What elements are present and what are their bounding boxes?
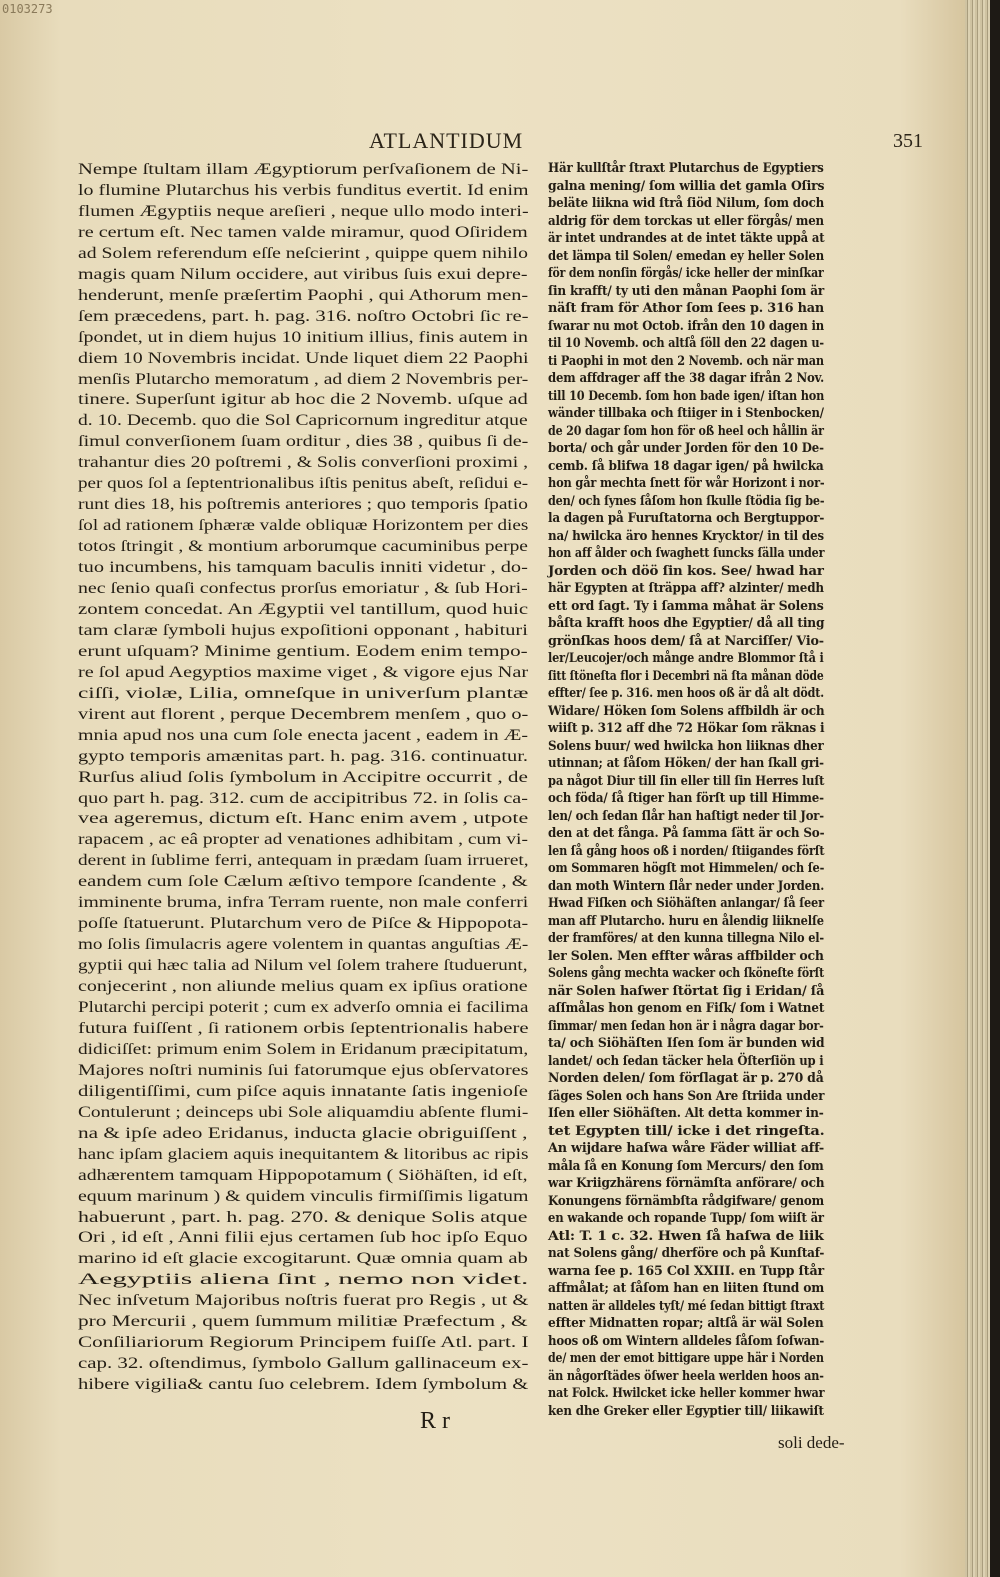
text-line: till 10 Decemb. ſom hon bade igen/ iſtan hon	[548, 387, 825, 403]
text-line: affmålat; at ſåſom han en liiten ſtund om	[548, 1280, 825, 1295]
text-line: det lämpa til Solen/ emedan ey heller Solen	[548, 247, 825, 263]
text-line: til 10 Novemb. och altſå ſöll den 22 dagen u-	[548, 335, 824, 350]
text-line: Nec inſvetum Majoribus noſtris fuerat pro Regis , ut &	[78, 1291, 529, 1310]
page-number: 351	[893, 130, 923, 152]
catalog-number: 0103273	[2, 2, 53, 16]
text-line: lo flumine Plutarchus his verbis funditus evertit. Id enim	[78, 180, 529, 199]
background-shadow	[990, 0, 1000, 1577]
text-line: effter Midnatten ropar; altſå är wäl Solen	[548, 1315, 824, 1330]
text-line: måla ſå en Konung ſom Mercurs/ den ſom	[548, 1157, 824, 1173]
text-line: hon går mechta ſnett för wår Horizont i nor-	[548, 475, 825, 490]
text-line: vea ageremus, dictum eſt. Hanc enim avem , utpote	[78, 809, 529, 828]
text-line: dan moth Wintern ſlår neder under Jorden.	[548, 877, 825, 893]
text-line: An wijdare haſwa wåre Fäder williat aff-	[548, 1140, 825, 1155]
text-line: henderunt, menſe præſertim Paophi , qui Athorum men-	[78, 285, 529, 304]
text-line: equum marinum ) & quidem vinculis firmiſſimis ligatum	[78, 1186, 529, 1205]
text-line: len/ och ſedan ſlår han haſtigt neder til Jor-	[548, 807, 824, 823]
text-line: aſſmålas hon genom en Fiſk/ ſom i Watnet	[548, 1000, 825, 1015]
text-line: Aegyptiis aliena ſint , nemo non videt.	[78, 1270, 529, 1289]
text-line: hibere vigilia& cantu ſuo celebrem. Idem ſymbolum &	[78, 1375, 529, 1394]
text-line: tam claræ ſymboli hujus expoſitioni opponant , habituri	[78, 620, 528, 639]
text-line: Norden delen/ ſom förſlagat är p. 270 då	[548, 1070, 824, 1085]
text-line: runt dies 18, his poſtremis anteriores ; quo temporis ſpatio	[78, 495, 528, 514]
text-line: utinnan; at ſåſom Höken/ der han ſkall gri-	[548, 755, 824, 770]
text-line: ler Solen. Men effter wåras affbilder och	[548, 947, 824, 963]
text-line: zontem concedat. An Ægyptii vel tantillum, quod huic	[78, 599, 529, 618]
text-line: ſimmar/ men ſedan hon är i några dagar bor-	[548, 1017, 824, 1033]
running-title: ATLANTIDUM	[369, 128, 524, 153]
text-line: tinere. Superſunt igitur ab hoc die 2 Novemb. uſque ad	[78, 390, 528, 409]
text-line: len ſå gång hoos oß i norden/ ſtiigandes förſt	[548, 842, 825, 858]
text-line: habuerunt , part. h. pag. 270. & denique Solis atque	[78, 1207, 528, 1226]
text-line: effter/ ſee p. 316. men hoos oß är då alt dödt.	[548, 685, 824, 700]
text-line: näſt fram för Athor ſom ſees p. 316 han	[548, 300, 825, 315]
text-line: Ori , id eſt , Anni filii ejus certamen ſub hoc ipſo Equo	[78, 1228, 528, 1247]
text-line: mo ſolis ſimulacris agere volentem in quantas anguſtias Æ-	[78, 935, 529, 954]
text-line: Här kullſtår ſtraxt Plutarchus de Egyptiers	[548, 160, 824, 175]
text-line: ett ord ſagt. Ty i ſamma måhat är Solens	[548, 597, 824, 613]
text-line: Atl: T. 1 c. 32. Hwen ſå haſwa de liik	[548, 1227, 824, 1243]
text-line: ti Paophi in mot den 2 Novemb. och när man	[548, 352, 824, 368]
text-line: der framföres/ at den kunna tillegna Nilo el-	[548, 930, 824, 945]
text-line: la dagen på Furuſtatorna och Bergtuppor-	[548, 510, 825, 525]
text-line: ſwarar nu mot Octob. ifrån den 10 dagen in	[548, 317, 824, 333]
text-line: Rurſus aliud ſolis ſymbolum in Accipitre occurrit , de	[78, 767, 528, 786]
text-line: per quos ſol a ſeptentrionalibus iſtis penitus abeſt, reſidui e-	[78, 474, 529, 493]
text-line: dem affdrager aff the 38 dagar ifrån 2 Nov.	[548, 370, 825, 385]
text-line: diligentiſſimi, cum piſce aquis innatante ſatis ingenioſe	[78, 1081, 528, 1100]
text-line: hoos oß om Wintern alldeles ſåſom ſoſwan-	[548, 1332, 825, 1348]
text-line: wiiſt p. 312 aff dhe 72 Hökar ſom räknas i	[548, 720, 825, 735]
text-line: imminente bruma, infra Terram ruente, non male conferri	[78, 893, 529, 912]
text-line: trahantur dies 20 poſtremi , & Solis converſioni proximi ,	[78, 453, 529, 472]
text-line: adhærentem tamquam Hippopotamum ( Siöhäſten, id eſt,	[78, 1165, 528, 1184]
text-line: cap. 32. oſtendimus, ſymbolo Gallum gallinaceum ex-	[78, 1354, 529, 1373]
text-line: ciſſi, violæ, Lilia, omneſque in univerſum plantæ	[78, 683, 529, 702]
text-line: hon aff ålder och ſwaghett ſuncks ſälla under	[548, 545, 825, 560]
text-line: aldrig för dem torckas ut eller förgås/ men	[548, 212, 824, 228]
text-line: Konungens förnämbſta rådgifware/ genom	[548, 1192, 825, 1208]
text-line: pro Mercurii , quem ſummum militiæ Præfectum , &	[78, 1312, 528, 1331]
text-line: ſem præcedens, part. h. pag. 316. noſtro Octobri ſic re-	[78, 306, 529, 325]
text-line: båſta krafft hoos dhe Egyptier/ då all ting	[548, 615, 825, 630]
text-line: hanc ipſam glaciem aquis inequitantem & litoribus ac ripis	[78, 1144, 529, 1163]
text-line: Hwad Fiſken och Siöhäſten anlangar/ ſå ſeer	[548, 895, 824, 910]
text-line: ſin krafft/ ty uti den månan Paophi ſom är	[548, 282, 825, 298]
text-line: na & ipſe adeo Eridanus, inducta glacie obriguiſſent ,	[78, 1123, 528, 1142]
text-line: de 20 dagar ſom hon för oß heel och hållin är	[548, 422, 824, 438]
text-line: landet/ och ſedan täcker hela Öſterſiön up i	[548, 1052, 824, 1068]
text-line: ler/Leucojer/och månge andre Blommor ſtå i	[548, 650, 824, 665]
text-line: grönſkas hoos dem/ ſå at Narciſſer/ Vio-	[548, 632, 824, 648]
text-line: magis quam Nilum occidere, aut viribus ſuis exui depre-	[78, 264, 528, 283]
text-line: Solens gång mechta wacker och ſköneſte förſt	[548, 965, 825, 980]
text-line: wänder tillbaka och ſtiiger in i Stenbocken/	[548, 405, 824, 420]
text-line: marino id eſt glacie excogitarunt. Quæ omnia quam ab	[78, 1249, 528, 1268]
text-line: menſis Plutarcho memoratum , ad diem 2 Novembris per-	[78, 369, 529, 388]
text-line: conjecerint , non aliunde melius quam ex ipſius oratione	[78, 977, 528, 996]
text-line: war Kriigzhärens förnämſta anförare/ och	[548, 1175, 825, 1190]
text-line: natten är alldeles tyſt/ mé ſedan bittigt ſtraxt	[548, 1297, 825, 1313]
text-line: Majores noſtri numinis ſui fatorumque ejus obſervatores	[78, 1060, 529, 1079]
text-line: nec ſenio quaſi confectus prorſus emoriatur , & ſub Hori-	[78, 579, 528, 597]
text-line: tet Egypten till/ icke i det ringeſta.	[548, 1122, 825, 1138]
text-line: ſitt ſtöneſta flor i Decembri nä ſta månan döde	[548, 667, 824, 683]
text-line: här Egypten at ſträppa aff? alzinter/ medh	[548, 580, 824, 595]
signature-mark: R r	[420, 1408, 450, 1434]
text-line: är intet undrandes at de intet täkte uppå at	[548, 230, 825, 245]
text-line: ſpondet, ut in diem hujus 10 initium illius, finis autem in	[78, 327, 529, 346]
catchword: soli dede-	[778, 1433, 845, 1452]
text-line: diem 10 Novembris incidat. Unde liquet diem 22 Paophi	[78, 348, 529, 367]
text-line: gypto temporis amænitas part. h. pag. 316. continuatur.	[78, 746, 528, 765]
text-line: virent aut florent , perque Decembrem menſem , quo o-	[78, 704, 529, 723]
text-line: ad Solem referendum eſſe neſcierint , quippe quem nihilo	[78, 243, 528, 262]
text-line: Jorden och döö ſin kos. See/ hwad har	[548, 562, 824, 578]
text-line: rapacem , ac eâ propter ad venationes adhibitam , cum vi-	[78, 830, 528, 849]
text-line: re ſol apud Aegyptios maxime viget , & vigore ejus Nar	[78, 662, 529, 681]
text-line: d. 10. Decemb. quo die Sol Capricornum ingreditur atque	[78, 411, 528, 430]
text-line: ta/ och Siöhäſten Iſen ſom är bunden wid	[548, 1035, 825, 1050]
text-line: ken dhe Greker eller Egyptier till/ liikawiſt	[548, 1402, 824, 1418]
text-line: derent in ſublime ferri, antequam in prædam ſuam irrueret,	[78, 851, 529, 870]
text-line: beläte liikna wid ſtrå ſiöd Nilum, ſom doch	[548, 195, 825, 210]
text-line: nat Solens gång/ dherföre och på Kunſtaf-	[548, 1245, 825, 1260]
text-line: man aff Plutarcho. huru en ålendig liiknelſe	[548, 912, 824, 928]
text-line: för dem nonſin förgås/ icke heller der minſkar	[548, 265, 824, 280]
text-line: eandem cum ſole Cælum æſtivo tempore ſcandente , &	[78, 872, 528, 891]
text-line: Contulerunt ; deinceps ubi Sole aliquamdiu abſente flumi-	[78, 1102, 529, 1121]
text-line: ſol ad rationem ſphæræ valde obliquæ Horizontem per dies	[78, 516, 529, 535]
text-line: ſimul converſionem ſuam orditur , dies 38 , quibus ſi de-	[78, 432, 529, 451]
text-line: om Sommaren högſt mot Himmelen/ och ſe-	[548, 860, 825, 875]
text-line: än någorſtädes öſwer heela werlden hoos an-	[548, 1367, 824, 1383]
text-line: Widare/ Höken ſom Solens affbildh är och	[548, 702, 825, 718]
text-line: totos ſtringit , & montium arborumque cacuminibus perpe	[78, 537, 528, 556]
text-line: galna mening/ ſom willia det gamla Oſirs	[548, 177, 825, 193]
text-line: pa något Diur till ſin eller till ſin Herres luſt	[548, 772, 825, 788]
text-line: erunt uſquam? Minime gentium. Eodem enim tempo-	[78, 641, 528, 660]
text-line: Iſen eller Siöhäſten. Alt detta kommer in-	[548, 1105, 824, 1120]
text-line: den at det fånga. På ſamma ſätt är och So-	[548, 825, 825, 840]
text-line: quo part h. pag. 312. cum de accipitribus 72. in ſolis ca-	[78, 788, 528, 807]
text-line: warna ſee p. 165 Col XXIII. en Tupp ſtår	[548, 1262, 824, 1278]
text-line: och föda/ ſå ſtiger han förſt up till Himme-	[548, 790, 824, 805]
text-line: futura fuiſſent , ſi rationem orbis ſeptentrionalis habere	[78, 1018, 529, 1037]
text-line: re certum eſt. Nec tamen valde miramur, quod Oſiridem	[78, 222, 528, 241]
text-line: poſſe ſtatuerunt. Plutarchum vero de Piſce & Hippopota-	[78, 914, 529, 933]
text-line: na/ hwilcka äro hennes Krycktor/ in til des	[548, 527, 824, 543]
text-line: gyptii qui hæc talia ad Nilum vel ſolem trahere ſtuduerunt,	[78, 956, 528, 975]
text-line: Conſiliariorum Regiorum Principem fuiſſe Atl. part. I	[78, 1333, 529, 1352]
text-line: flumen Ægyptiis neque areſieri , neque ullo modo interi-	[78, 201, 529, 220]
text-line: en wakande och ropande Tupp/ ſom wiiſt är	[548, 1210, 824, 1225]
text-line: Plutarchi percipi poterit ; cum ex adverſo omnia ei facilima	[78, 998, 529, 1016]
text-line: Nempe ſtultam illam Ægyptiorum perſvaſionem de Ni-	[78, 160, 529, 178]
text-line: ſäges Solen och hans Son Are ſtriida under	[548, 1087, 825, 1103]
text-line: de/ men der emot bittigare uppe här i Norden	[548, 1350, 824, 1365]
text-line: tuo incumbens, his tamquam baculis inniti videtur , do-	[78, 558, 528, 577]
text-line: borta/ och går under Jorden för den 10 De-	[548, 440, 824, 455]
text-line: när Solen haſwer ſtörtat ſig i Eridan/ ſå	[548, 982, 825, 998]
text-line: Solens buur/ wed hwilcka hon liiknas dher	[548, 737, 824, 753]
text-line: den/ och ſynes ſåſom hon ſkulle ſtödia ſig be-	[548, 492, 825, 508]
text-line: mnia apud nos una cum ſole enecta jacent , eadem in Æ-	[78, 725, 528, 744]
text-line: didiciſſet: primum enim Solem in Eridanum præcipitatum,	[78, 1039, 529, 1058]
text-line: cemb. ſå blifwa 18 dagar igen/ på hwilcka	[548, 457, 824, 473]
text-line: nat Folck. Hwilcket icke heller kommer hwar	[548, 1385, 825, 1400]
